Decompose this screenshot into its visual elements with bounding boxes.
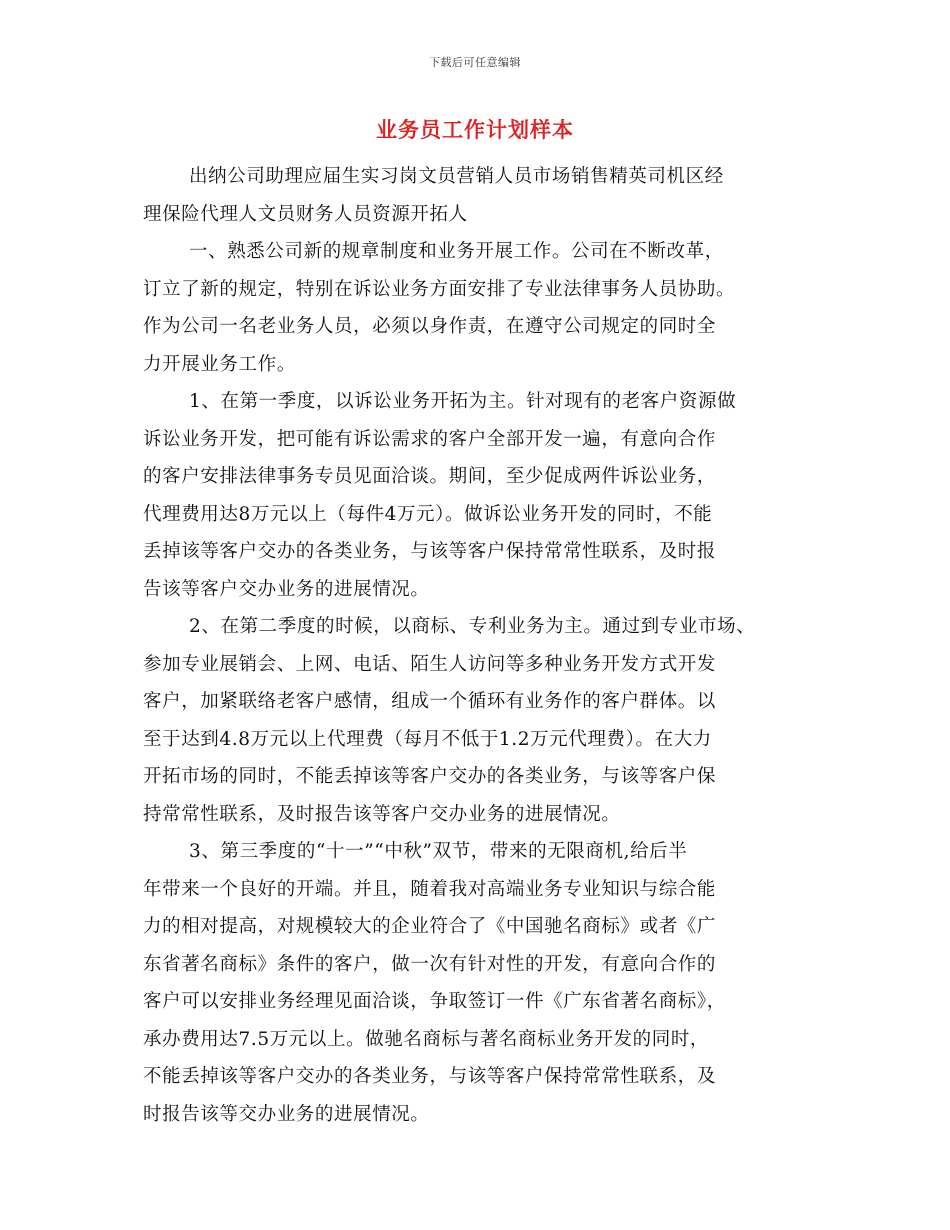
document-body [143, 158, 823, 1133]
body-line: 3、第三季度的“十一”“中秋”双节，带来的无限商机,给后半 [189, 841, 688, 862]
body-line: 客户可以安排业务经理见面洽谈，争取签订一件《广东省著名商标》， [143, 991, 726, 1012]
body-line: 力的相对提高，对规模较大的企业符合了《中国驰名商标》或者《广 [143, 916, 717, 937]
body-line: 理保险代理人文员财务人员资源开拓人 [143, 203, 468, 225]
body-line: 丢掉该等客户交办的各类业务，与该等客户保持常常性联系，及时报 [143, 541, 717, 562]
body-line: 订立了新的规定，特别在诉讼业务方面安排了专业法律事务人员协助。 [143, 278, 736, 300]
body-line: 出纳公司助理应届生实习岗文员营销人员市场销售精英司机区经 [189, 166, 724, 187]
body-line: 年带来一个良好的开端。并且，随着我对高端业务专业知识与综合能 [143, 878, 717, 900]
body-line: 2、在第二季度的时候，以商标、专利业务为主。通过到专业市场、 [189, 616, 756, 637]
body-line: 诉讼业务开发，把可能有诉讼需求的客户全部开发一遍，有意向合作 [143, 428, 717, 450]
body-line: 作为公司一名老业务人员，必须以身作责，在遵守公司规定的同时全 [143, 316, 717, 337]
body-line: 一、熟悉公司新的规章制度和业务开展工作。公司在不断改革， [189, 241, 724, 262]
body-line: 不能丢掉该等客户交办的各类业务，与该等客户保持常常性联系，及 [143, 1066, 717, 1087]
body-line: 力开展业务工作。 [143, 353, 296, 375]
body-line: 至于达到4.8万元以上代理费（每月不低于1.2万元代理费）。在大力 [143, 728, 712, 750]
body-line: 的客户安排法律事务专员见面洽谈。期间，至少促成两件诉讼业务， [143, 466, 717, 487]
body-line: 1、在第一季度，以诉讼业务开拓为主。针对现有的老客户资源做 [189, 391, 737, 412]
body-line: 开拓市场的同时，不能丢掉该等客户交办的各类业务，与该等客户保 [143, 766, 717, 787]
body-line: 东省著名商标》条件的客户，做一次有针对性的开发，有意向合作的 [143, 953, 717, 975]
header-note: 下载后可任意编辑 [429, 56, 521, 69]
body-line: 承办费用达7.5万元以上。做驰名商标与著名商标业务开发的同时， [143, 1028, 710, 1050]
body-line: 客户，加紧联络老客户感情，组成一个循环有业务作的客户群体。以 [143, 691, 717, 712]
body-line: 参加专业展销会、上网、电话、陌生人访问等多种业务开发方式开发 [143, 653, 717, 675]
body-line: 告该等客户交办业务的进展情况。 [143, 578, 430, 600]
body-line: 时报告该等交办业务的进展情况。 [143, 1103, 430, 1125]
body-line: 代理费用达8万元以上（每件4万元）。做诉讼业务开发的同时，不能 [143, 503, 713, 525]
body-line: 持常常性联系，及时报告该等客户交办业务的进展情况。 [143, 803, 621, 825]
document-title: 业务员工作计划样本 [376, 117, 574, 142]
